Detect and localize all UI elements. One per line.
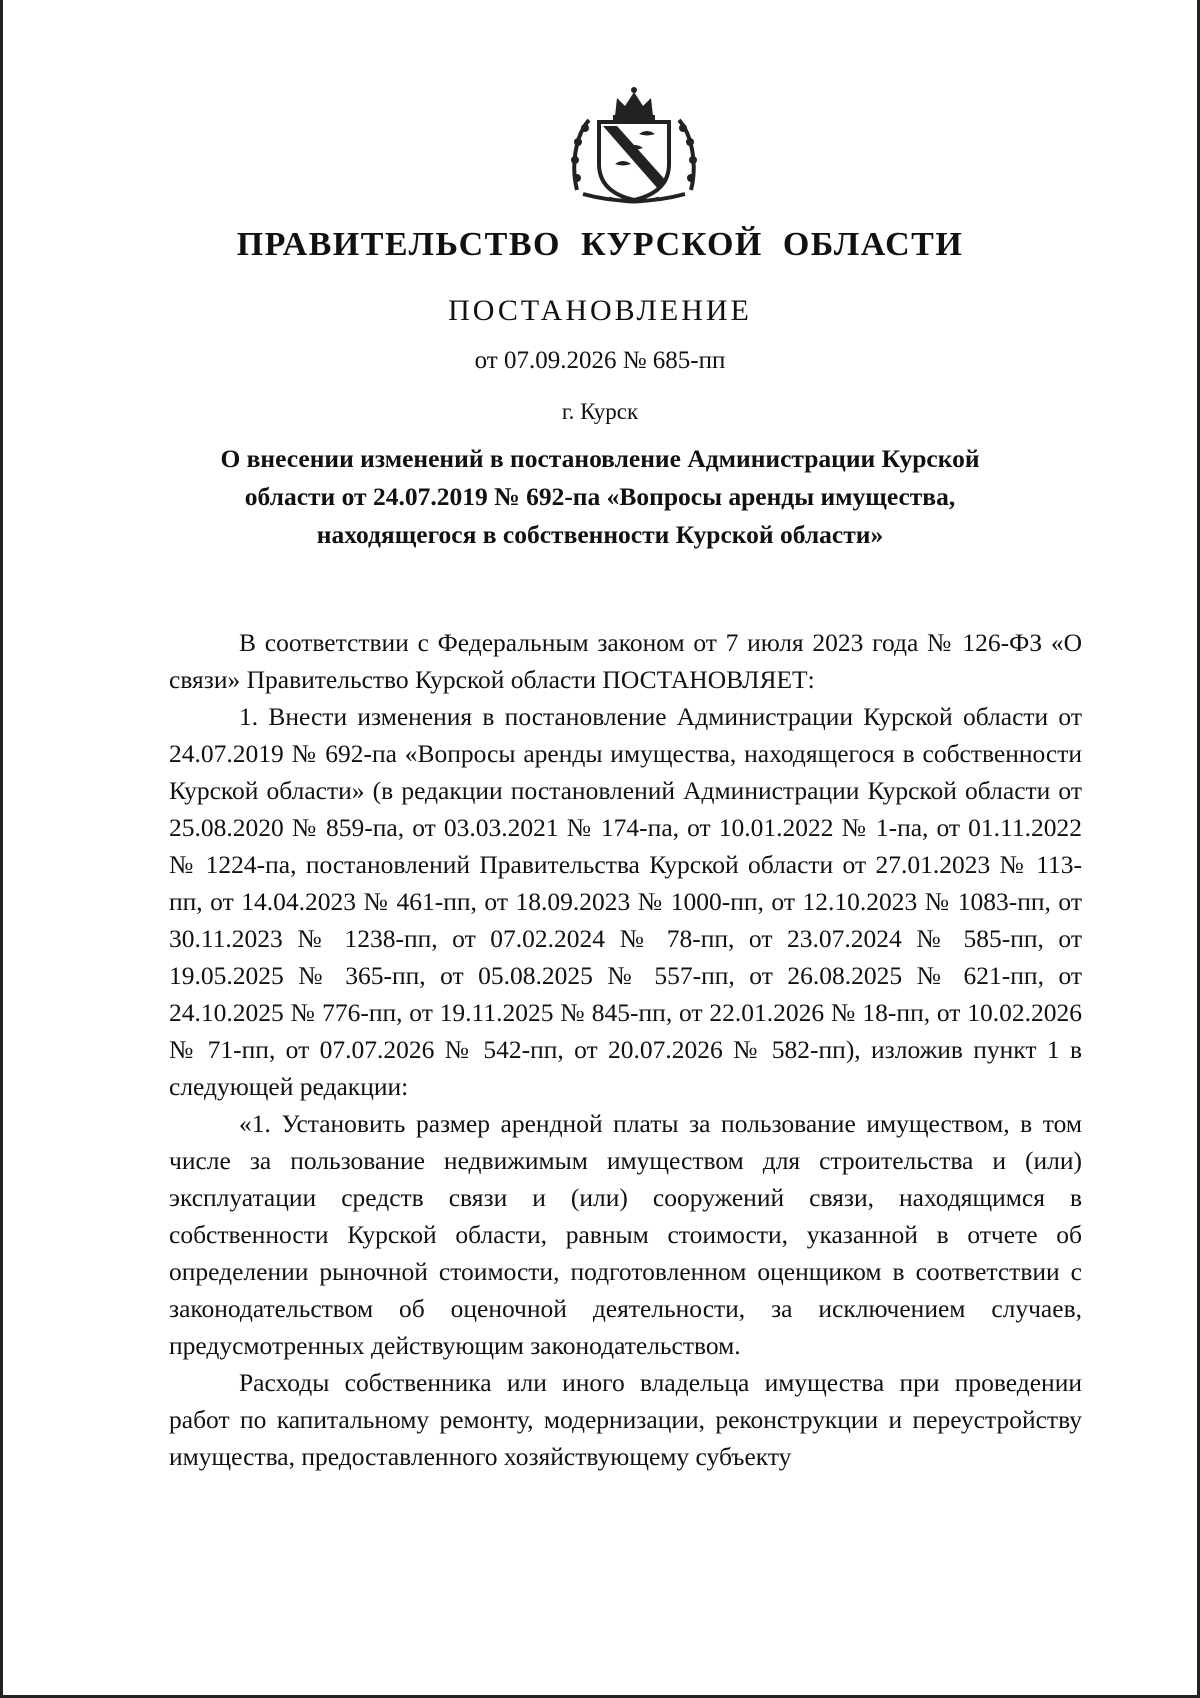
body-paragraph: 1. Внести изменения в постановление Администрации Курской области от 24.07.2019 № 692-па «Вопросы аренды имущества, находящегося в собственности Курской области» (в редакции постановлений Администрации Курской области от 25.08.2020 № 859-па, от 03.03.2021 № 174-па, от 10.01.2022 № 1-па, от 01.11.2022 № 1224-па, постановлений Правительства Курской области от 27.01.2023 № 113-пп, от 14.04.2023 № 461-пп, от 18.09.2023 № 1000-пп, от 12.10.2023 № 1083-пп, от 30.11.2023 № 1238-пп, от 07.02.2024 № 78-пп, от 23.07.2024 № 585-пп, от 19.05.2025 № 365-пп, от 05.08.2025 № 557-пп, от 26.08.2025 № 621-пп, от 24.10.2025 № 776-пп, от 19.11.2025 № 845-пп, от 22.01.2026 № 18-пп, от 10.02.2026 № 71-пп, от 07.07.2026 № 542-пп, от 20.07.2026 № 582-пп), изложив пункт 1 в следующей редакции: <box>169 702 1082 1101</box>
page-border-left <box>0 0 3 1698</box>
subject-line: О внесении изменений в постановление Администрации Курской <box>220 444 980 473</box>
body-paragraph: В соответствии с Федеральным законом от 7 июля 2023 года № 126-ФЗ «О связи» Правительство Курской области ПОСТАНОВЛЯЕТ: <box>169 628 1082 694</box>
body-paragraph: Расходы собственника или иного владельца имущества при проведении работ по капитальному ремонту, модернизации, реконструкции и переустройству имущества, предоставленного хозяйствующему субъекту <box>169 1368 1082 1471</box>
subject-line: области от 24.07.2019 № 692-па «Вопросы аренды имущества, <box>244 482 956 511</box>
document-body <box>169 624 1082 1475</box>
government-title: ПРАВИТЕЛЬСТВО КУРСКОЙ ОБЛАСТИ <box>236 226 964 263</box>
body-paragraph: «1. Установить размер арендной платы за пользование имуществом, в том числе за пользование недвижимым имуществом для строительства и (или) эксплуатации средств связи и (или) сооружений связи, находящимся в собственности Курской области, равным стоимости, указанной в отчете об определении рыночной стоимости, подготовленном оценщиком в соответствии с законодательством об оценочной деятельности, за исключением случаев, предусмотренных действующим законодательством. <box>169 1109 1082 1360</box>
document-city: г. Курск <box>561 399 639 424</box>
document-number-date: от 07.09.2026 № 685-пп <box>474 347 726 374</box>
document-subject <box>190 440 1010 554</box>
document-type: ПОСТАНОВЛЕНИЕ <box>448 294 752 327</box>
coat-of-arms-emblem <box>569 86 699 208</box>
subject-line: находящегося в собственности Курской области» <box>316 520 884 549</box>
